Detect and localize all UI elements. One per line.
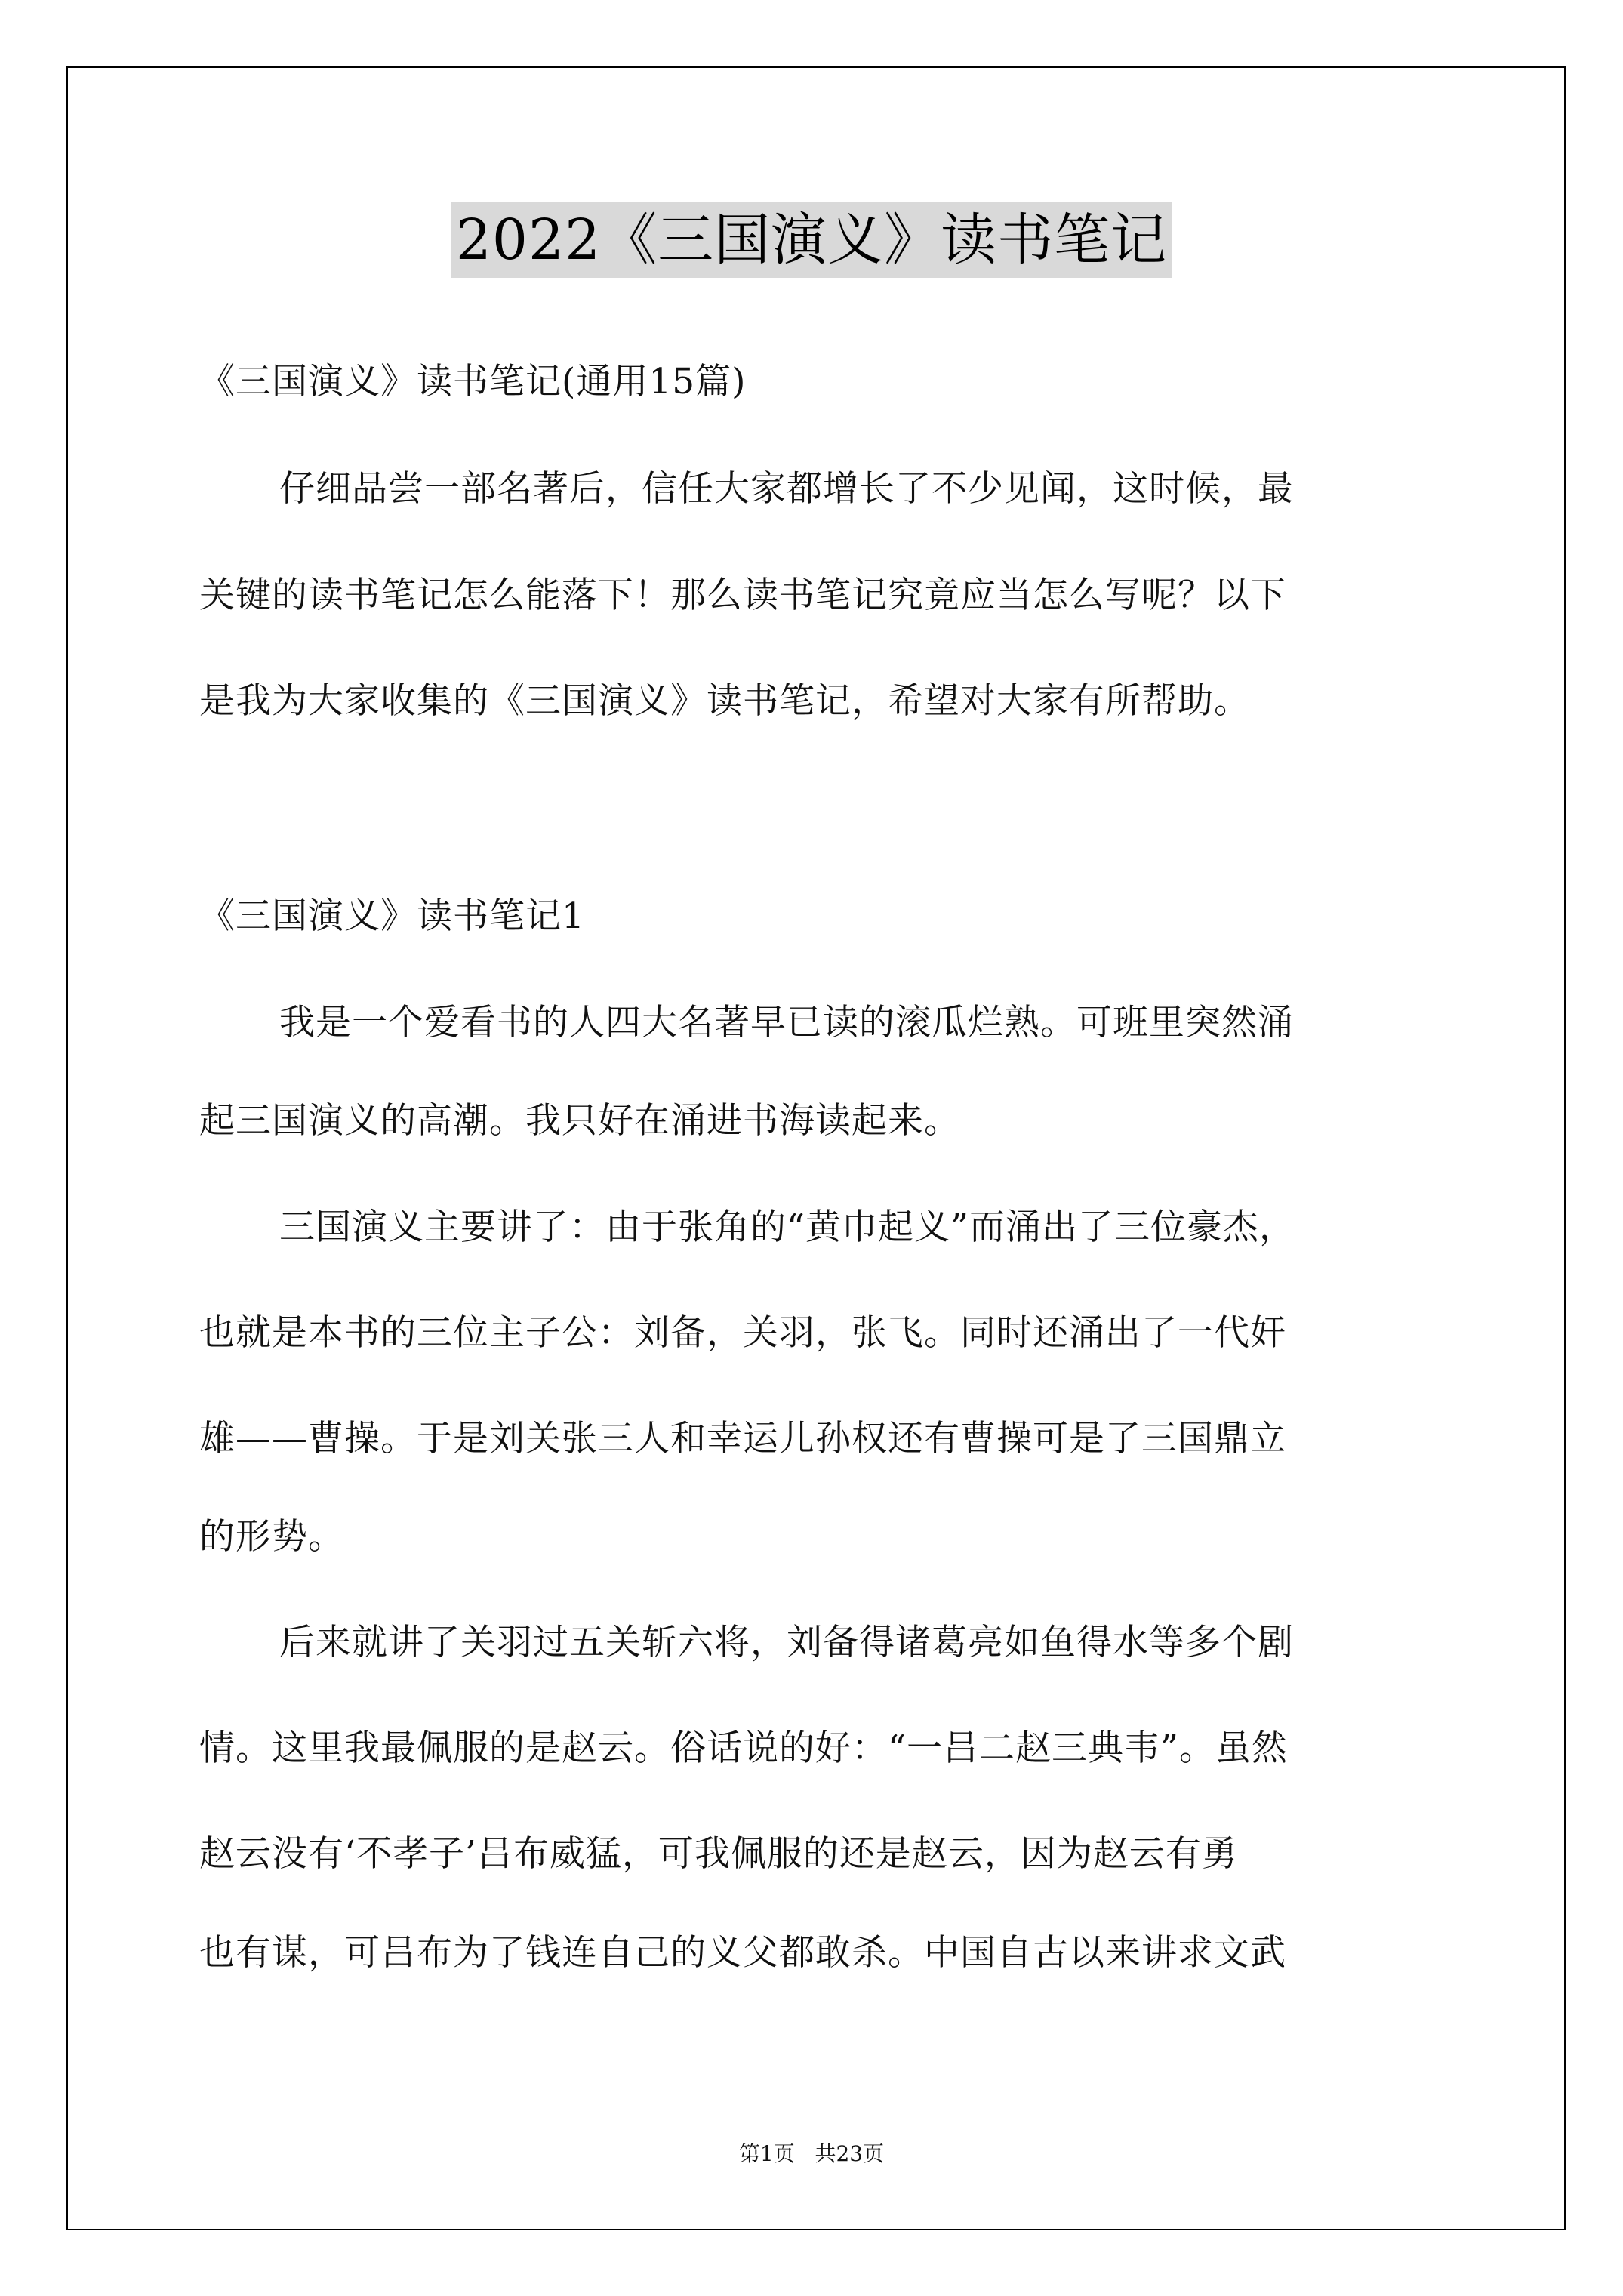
intro-line-1: 仔细品尝一部名著后，信任大家都增长了不少见闻，这时候，最 xyxy=(279,468,1294,510)
intro-line-3: 是我为大家收集的《三国演义》读书笔记，希望对大家有所帮助。 xyxy=(199,680,1250,722)
title-block xyxy=(0,202,1623,278)
section-line-5: 雄——曹操。于是刘关张三人和幸运儿孙权还有曹操可是了三国鼎立 xyxy=(199,1418,1286,1459)
page-number-footer: 第1页 共23页 xyxy=(738,2141,885,2166)
section-heading: 《三国演义》读书笔记1 xyxy=(199,895,585,937)
section-line-4: 也就是本书的三位主子公：刘备，关羽，张飞。同时还涌出了一代奸 xyxy=(199,1312,1286,1354)
section-line-1: 我是一个爱看书的人四大名著早已读的滚瓜烂熟。可班里突然涌 xyxy=(279,1002,1294,1043)
document-subtitle: 《三国演义》读书笔记(通用15篇) xyxy=(199,361,747,402)
intro-line-2: 关键的读书笔记怎么能落下！那么读书笔记究竟应当怎么写呢？以下 xyxy=(199,575,1286,616)
section-line-7: 后来就讲了关羽过五关斩六将，刘备得诸葛亮如鱼得水等多个剧 xyxy=(279,1622,1294,1663)
section-line-8: 情。这里我最佩服的是赵云。俗话说的好：“一吕二赵三典韦”。虽然 xyxy=(199,1727,1289,1769)
document-title: 2022《三国演义》读书笔记 xyxy=(451,202,1172,278)
section-line-6: 的形势。 xyxy=(199,1516,344,1558)
section-line-2: 起三国演义的高潮。我只好在涌进书海读起来。 xyxy=(199,1100,960,1142)
section-line-3: 三国演义主要讲了：由于张角的“黄巾起义”而涌出了三位豪杰， xyxy=(279,1207,1296,1248)
section-line-9: 赵云没有‘不孝子’吕布威猛，可我佩服的还是赵云，因为赵云有勇 xyxy=(199,1833,1238,1875)
section-line-10: 也有谋，可吕布为了钱连自己的义父都敢杀。中国自古以来讲求文武 xyxy=(199,1932,1286,1974)
